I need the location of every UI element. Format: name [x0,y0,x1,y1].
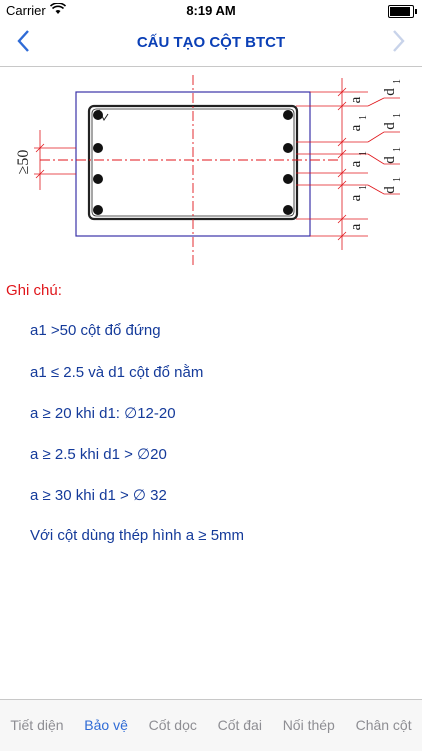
rebar [93,174,103,184]
a-label: a [348,223,364,231]
tab-noi-thep[interactable]: Nối thép [282,717,335,733]
note-item: a1 >50 cột đổ đứng [30,322,161,339]
d1-label: d [382,156,398,164]
tab-chan-cot[interactable]: Chân cột [355,717,412,733]
subscript: 1 [358,185,369,190]
a1-label: a [348,194,364,202]
rebar [93,110,103,120]
page-title: CẤU TẠO CỘT BTCT [136,34,286,51]
status-bar [0,0,422,22]
a-label: a [348,96,364,104]
tab-bar [0,699,422,751]
subscript: 1 [392,79,403,84]
rebar [283,110,293,120]
note-item: Với cột dùng thép hình a ≥ 5mm [30,527,245,544]
carrier-label: Carrier [6,3,46,18]
note-item: a ≥ 2.5 khi d1 > ∅20 [30,446,167,463]
a1-label: a [348,160,364,168]
d1-label: d [382,122,398,130]
subscript: 1 [392,147,403,152]
subscript: 1 [392,113,403,118]
tab-cot-doc[interactable]: Cốt dọc [148,717,197,733]
tab-bao-ve[interactable]: Bảo vệ [84,717,128,733]
forward-button[interactable] [384,26,414,62]
notes-title: Ghi chú: [6,282,62,299]
rebar [93,143,103,153]
clock: 8:19 AM [186,3,236,18]
chevron-right-icon [392,29,406,53]
tab-cot-dai[interactable]: Cốt đai [217,717,262,733]
a1-label: a [348,124,364,132]
battery-level [390,7,410,16]
subscript: 1 [358,115,369,120]
dimension-label: ≥50 [15,149,32,175]
subscript: 1 [358,151,369,156]
rebar [283,174,293,184]
battery-icon [388,5,414,18]
d1-label: d [382,186,398,194]
subscript: 1 [392,177,403,182]
d1-label: d [382,88,398,96]
tab-tiet-dien[interactable]: Tiết diện [10,717,64,733]
column-cross-section-diagram [0,70,422,270]
note-item: a1 ≤ 2.5 và d1 cột đổ nằm [30,364,204,381]
rebar [93,205,103,215]
note-item: a ≥ 20 khi d1: ∅12-20 [30,405,176,422]
rebar [283,143,293,153]
note-item: a ≥ 30 khi d1 > ∅ 32 [30,487,167,504]
right-dimension-labels [348,88,398,231]
navigation-bar [0,22,422,67]
rebar [283,205,293,215]
